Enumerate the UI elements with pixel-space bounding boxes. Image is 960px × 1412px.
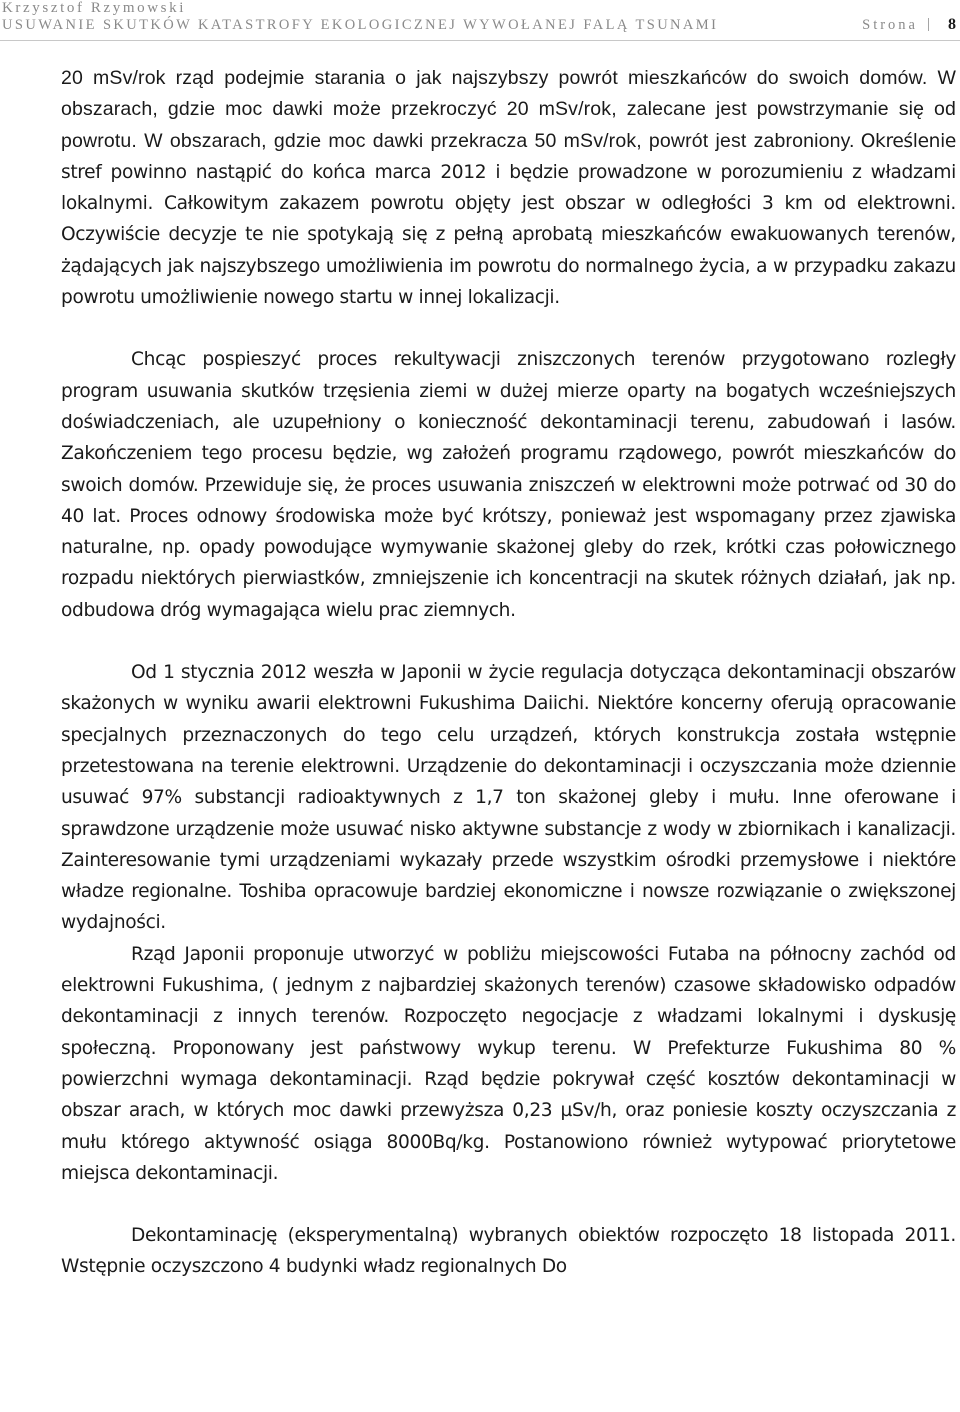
page-number: 8 [948, 16, 956, 33]
page-header [0, 0, 960, 42]
paragraph: Dekontaminację (eksperymentalną) wybranych obiektów rozpoczęto 18 listopada 2011. Wstępnie oczyszczono 4 budynki władz regionalnych Do [61, 1225, 956, 1278]
running-title: USUWANIE SKUTKÓW KATASTROFY EKOLOGICZNEJ WYWOŁANEJ FALĄ TSUNAMI [2, 17, 719, 33]
paragraph-gap [61, 626, 956, 657]
page-label: Strona [862, 17, 918, 33]
paragraph: Chcąc pospieszyć proces rekultywacji zniszczonych terenów przygotowano rozległy program usuwania skutków trzęsienia ziemi w dużej mierze oparty na bogatych wcześniejszych doświadczeniach, ale uzupełniony o konieczność dekontaminacji terenu, zabudowań i lasów. Zakończeniem tego procesu będzie, wg założeń programu rządowego, powrót mieszkańców do swoich domów. Przewiduje się, że proces usuwania zniszczeń w elektrowni może potrwać od 30 do 40 lat. Proces odnowy środowiska może być krótszy, ponieważ jest wspomagany przez zjawiska naturalne, np. opady powodujące wymywanie skażonej gleby do rzek, krótki czas połowicznego rozpadu niektórych pierwiastków, zmniejszenie ich koncentracji na skutek różnych działań, jak np. odbudowa dróg wymagająca wielu prac ziemnych. [61, 349, 956, 621]
paragraph-gap [61, 313, 956, 344]
author-name: Krzysztof Rzymowski [2, 0, 186, 16]
paragraph-sans-segment: 20 mSv/rok rząd podejmie starania o jak najszybszy powrót mieszkańców do swoich domów. W obszarach, gdzie moc dawki może przekroczyć 20 mSv/rok, zalecane jest powstrzymanie się od powrotu. W obszarach, gdzie moc dawki przekracza 50 mSv/rok, powrót jest zabroniony. [61, 67, 956, 152]
paragraph-gap [61, 1189, 956, 1220]
paragraph [61, 63, 956, 313]
header-divider [0, 40, 960, 41]
document-body [61, 63, 956, 1283]
paragraph: Od 1 stycznia 2012 weszła w Japonii w życie regulacja dotycząca dekontaminacji obszarów skażonych w wyniku awarii elektrowni Fukushima Daiichi. Niektóre koncerny oferują opracowanie specjalnych przeznaczonych do tego celu urządzeń, których konstrukcja została wstępnie przetestowana na terenie elektrowni. Urządzenie do dekontaminacji i oczyszczania może dziennie usuwać 97% substancji radioaktywnych z 1,7 ton skażonej gleby i mułu. Inne oferowane i sprawdzone urządzenie może usuwać nisko aktywne substancje z wody w zbiornikach i kanalizacji. Zainteresowanie tymi urządzeniami wykazały przede wszystkim ośrodki przemysłowe i niektóre władze regionalne. Toshiba opracowuje bardziej ekonomiczne i nowsze rozwiązanie o zwiększonej wydajności. [61, 662, 956, 934]
paragraph: Rząd Japonii proponuje utworzyć w pobliżu miejscowości Futaba na północny zachód od elektrowni Fukushima, ( jednym z najbardziej skażonych terenów) czasowe składowisko odpadów dekontaminacji z innych terenów. Rozpoczęto negocjacje z władzami lokalnymi i dyskusję społeczną. Proponowany jest państwowy wykup terenu. W Prefekturze Fukushima 80 % powierzchni wymaga dekontaminacji. Rząd będzie pokrywał część kosztów dekontaminacji w obszar arach, w których moc dawki przewyższa 0,23 µSv/h, oraz poniesie koszty oczyszczania z mułu którego aktywność osiąga 8000Bq/kg. Postanowiono również wytypować priorytetowe miejsca dekontaminacji. [61, 943, 956, 1184]
paragraph-body-segment: Określenie stref powinno nastąpić do końca marca 2012 i będzie prowadzone w porozumieniu z władzami lokalnymi. Całkowitym zakazem powrotu objęty jest obszar w odległości 3 km od elektrowni. Oczywiście decyzje te nie spotykają się z pełną aprobatą mieszkańców ewakuowanych terenów, żądających jak najszybszego umożliwienia im powrotu do normalnego życia, a w przypadku zakazu powrotu umożliwienie nowego startu w innej lokalizacji. [61, 130, 957, 309]
page-separator: | [926, 16, 930, 32]
